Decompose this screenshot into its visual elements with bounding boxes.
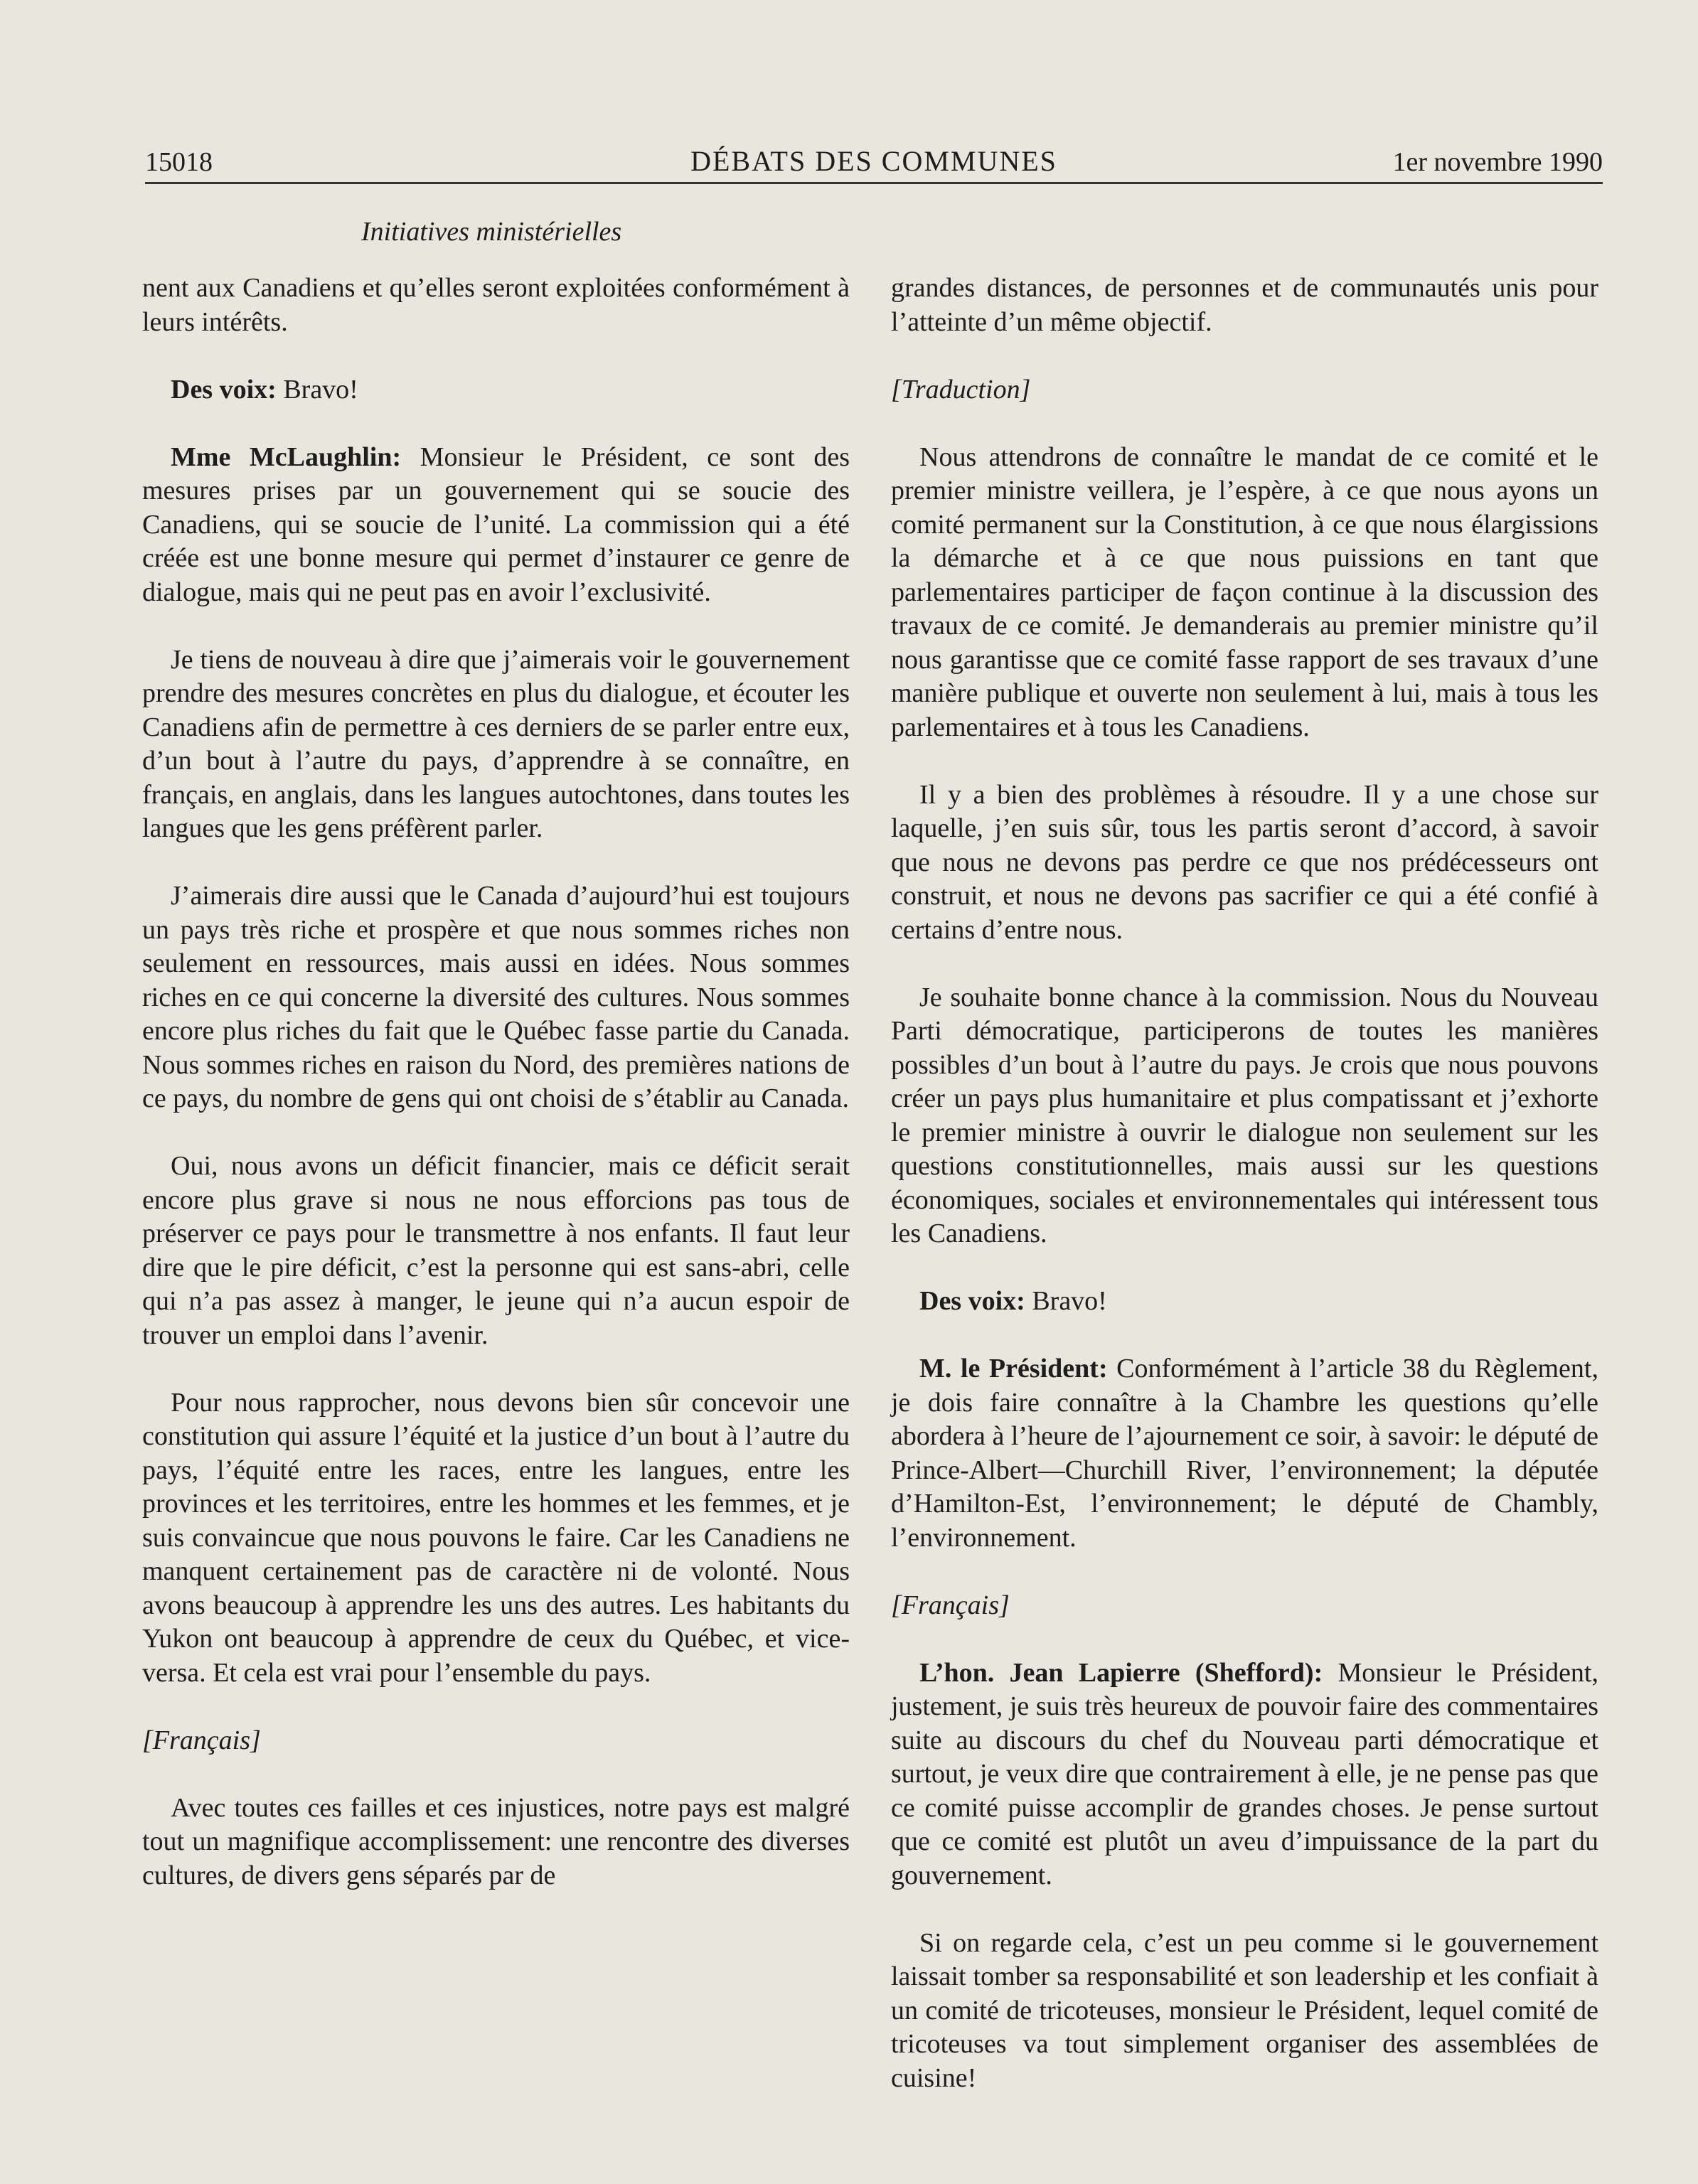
speech-paragraph bbox=[891, 1285, 1598, 1319]
speaker-name: L’hon. Jean Lapierre (Shefford): bbox=[919, 1657, 1323, 1688]
running-header bbox=[145, 139, 1603, 184]
speech-text: Monsieur le Président, justement, je suis très heureux de pouvoir faire des commentaires suite au discours du chef du Nouveau parti démocratique et surtout, je veux dire que contrairement à elle, je ne pense pas que ce comité puisse accomplir de grandes choses. Je pense surtout que ce comité est plutôt un aveu d’impuissance de la part du gouvernement. bbox=[891, 1657, 1598, 1890]
publication-title: DÉBATS DES COMMUNES bbox=[690, 145, 1057, 177]
speaker-name: Des voix: bbox=[919, 1286, 1025, 1316]
body-paragraph: Il y a bien des problèmes à résoudre. Il y a une chose sur laquelle, j’en suis sûr, tous les partis seront d’accord, à savoir que nous ne devons pas perdre ce que nos prédécesseurs ont construit, et nous ne devons pas sacrifier ce qui a été confié à certains d’entre nous. bbox=[891, 779, 1598, 945]
body-paragraph: Je souhaite bonne chance à la commission. Nous du Nouveau Parti démocratique, participerons de toutes les manières possibles d’un bout à l’autre du pays. Je crois que nous pouvons créer un pays plus humanitaire et plus compatissant et j’exhorte le premier ministre à ouvrir le dialogue non seulement sur les questions constitutionnelles, mais aussi sur les questions économiques, sociales et environnementales qui intéressent tous les Canadiens. bbox=[891, 982, 1598, 1248]
language-tag: [Français] bbox=[142, 1725, 261, 1755]
speaker-name: Mme McLaughlin: bbox=[171, 441, 402, 472]
language-tag: [Français] bbox=[891, 1590, 1010, 1620]
body-paragraph: Pour nous rapprocher, nous devons bien sûr concevoir une constitution qui assure l’équité et la justice d’un bout à l’autre du pays, l’équité entre les races, entre les langues, entre les provinces et les territoires, entre les hommes et les femmes, et je suis convaincue que nous pouvons le faire. Car les Canadiens ne manquent certainement pas de caractère ni de volonté. Nous avons beaucoup à apprendre les uns des autres. Les habitants du Yukon ont beaucoup à apprendre de ceux du Québec, et vice-versa. Et cela est vrai pour l’ensemble du pays. bbox=[142, 1387, 850, 1688]
body-paragraph: Nous attendrons de connaître le mandat de ce comité et le premier ministre veillera, je l’espère, à ce que nous ayons un comité permanent sur la Constitution, à ce que nous élargissions la démarche et à ce que nous puissions en tant que parlementaires participer de façon continue à la discussion des travaux de ce comité. Je demanderais au premier ministre qu’il nous garantisse que ce comité fasse rapport de ses travaux d’une manière publique et ouverte non seulement à lui, mais à tous les parlementaires et à tous les Canadiens. bbox=[891, 441, 1598, 742]
body-paragraph: Avec toutes ces failles et ces injustices, notre pays est malgré tout un magnifique accomplissement: une rencontre des diverses cultures, de divers gens séparés par de bbox=[142, 1792, 850, 1890]
page-number: 15018 bbox=[145, 147, 213, 177]
speech-text: Bravo! bbox=[1025, 1286, 1107, 1316]
speech-text: Monsieur le Président, ce sont des mesures prises par un gouvernement qui se soucie des Canadiens, qui se soucie de l’unité. La commission qui a été créée est une bonne mesure qui permet d’instaurer ce genre de dialogue, mais qui ne peut pas en avoir l’exclusivité. bbox=[142, 441, 850, 607]
body-paragraph: Oui, nous avons un déficit financier, mais ce déficit serait encore plus grave si nous ne nous efforcions pas tous de préserver ce pays pour le transmettre à nos enfants. Il faut leur dire que le pire déficit, c’est la personne qui est sans-abri, celle qui n’a pas assez à manger, le jeune qui n’a aucun espoir de trouver un emploi dans l’avenir. bbox=[142, 1151, 850, 1350]
language-tag: [Traduction] bbox=[891, 374, 1031, 405]
speech-text: Bravo! bbox=[276, 374, 358, 405]
speech-paragraph bbox=[891, 1656, 1598, 1893]
speaker-name: M. le Président: bbox=[919, 1354, 1108, 1383]
speech-paragraph bbox=[142, 441, 850, 610]
right-column bbox=[891, 272, 1598, 2129]
body-paragraph: Si on regarde cela, c’est un peu comme si le gouvernement laissait tomber sa responsabilité et son leadership et les confiait à un comité de tricoteuses, monsieur le Président, lequel comité de tricoteuses va tout simplement organiser des assemblées de cuisine! bbox=[891, 1927, 1598, 2093]
speaker-name: Des voix: bbox=[171, 374, 277, 405]
speech-paragraph bbox=[891, 1352, 1598, 1555]
body-paragraph: J’aimerais dire aussi que le Canada d’aujourd’hui est toujours un pays très riche et prospère et que nous sommes riches non seulement en ressources, mais aussi en idées. Nous sommes riches en ce qui concerne la diversité des cultures. Nous sommes encore plus riches du fait que le Québec fasse partie du Canada. Nous sommes riches en raison du Nord, des premières nations de ce pays, du nombre de gens qui ont choisi de s’établir au Canada. bbox=[142, 881, 850, 1113]
speech-paragraph bbox=[142, 373, 850, 407]
section-title: Initiatives ministérielles bbox=[361, 217, 622, 247]
speech-text: Conformément à l’article 38 du Règlement, je dois faire connaître à la Chambre les questions qu’elle abordera à l’heure de l’ajournement ce soir, à savoir: le député de Prince-Albert—Churchill River, l’environnement; la députée d’Hamilton-Est, l’environnement; le député de Chambly, l’environnement. bbox=[891, 1354, 1598, 1553]
body-paragraph: nent aux Canadiens et qu’elles seront exploitées conformément à leurs intérêts. bbox=[142, 273, 850, 337]
left-column bbox=[142, 272, 850, 1927]
body-paragraph: grandes distances, de personnes et de communautés unis pour l’atteinte d’un même objectif. bbox=[891, 273, 1598, 337]
publication-date: 1er novembre 1990 bbox=[1392, 147, 1603, 177]
body-paragraph: Je tiens de nouveau à dire que j’aimerais voir le gouvernement prendre des mesures concrètes en plus du dialogue, et écouter les Canadiens afin de permettre à ces derniers de se parler entre eux, d’un bout à l’autre du pays, d’apprendre à se connaître, en français, en anglais, dans les langues autochtones, dans toutes les langues que les gens préfèrent parler. bbox=[142, 644, 850, 843]
